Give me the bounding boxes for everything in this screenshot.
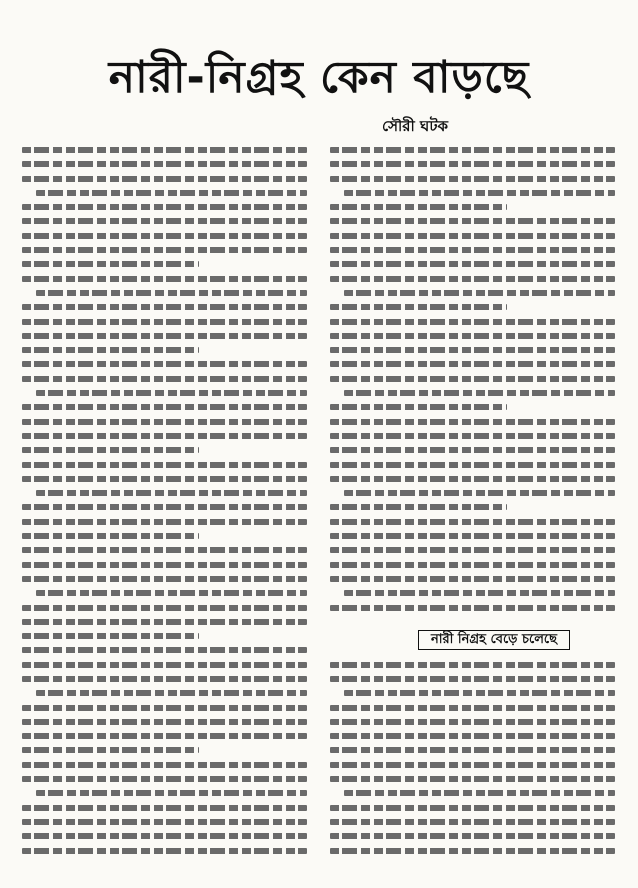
body-column-right xyxy=(330,147,615,867)
body-text-line xyxy=(330,547,615,553)
body-text-line xyxy=(344,690,615,696)
body-text-line xyxy=(22,376,307,382)
body-text-line xyxy=(22,547,307,553)
body-text-line xyxy=(330,176,615,182)
body-text-line xyxy=(22,233,307,239)
body-text-line xyxy=(330,776,615,782)
body-text-line xyxy=(22,347,199,353)
body-text-line xyxy=(22,562,307,568)
body-text-line xyxy=(22,762,307,768)
body-text-line xyxy=(22,433,307,439)
body-text-line xyxy=(22,304,307,310)
body-text-line xyxy=(22,176,307,182)
body-text-line xyxy=(344,790,615,796)
body-text-line xyxy=(22,705,307,711)
body-text-line xyxy=(330,319,615,325)
body-text-line xyxy=(22,404,307,410)
body-text-line xyxy=(330,747,615,753)
body-text-line xyxy=(22,161,307,167)
body-text-line xyxy=(22,319,307,325)
body-text-line xyxy=(330,833,615,839)
body-text-line xyxy=(36,490,307,496)
body-text-line xyxy=(330,519,615,525)
body-text-line xyxy=(22,519,307,525)
body-text-line xyxy=(330,562,615,568)
body-text-line xyxy=(22,218,307,224)
body-text-line xyxy=(330,361,615,367)
body-text-line xyxy=(330,762,615,768)
body-text-line xyxy=(22,733,307,739)
body-text-line xyxy=(330,147,615,153)
body-text-line xyxy=(22,419,307,425)
body-text-line xyxy=(36,590,307,596)
body-text-line xyxy=(330,504,507,510)
body-text-line xyxy=(22,747,199,753)
body-text-line xyxy=(330,447,615,453)
body-text-line xyxy=(22,662,307,668)
body-text-line xyxy=(330,376,615,382)
body-text-line xyxy=(36,190,307,196)
body-text-line xyxy=(330,733,615,739)
body-text-line xyxy=(22,147,307,153)
body-text-line xyxy=(22,276,307,282)
body-text-line xyxy=(22,676,307,682)
body-text-line xyxy=(22,805,307,811)
body-text-line xyxy=(22,776,307,782)
body-text-line xyxy=(22,533,199,539)
body-text-line xyxy=(330,161,615,167)
body-text-line xyxy=(22,476,307,482)
body-text-line xyxy=(330,719,615,725)
body-text-line xyxy=(330,404,507,410)
body-text-line xyxy=(22,848,307,854)
body-text-line xyxy=(22,462,307,468)
article-author: সৌরী ঘটক xyxy=(382,117,448,135)
body-text-line xyxy=(36,390,307,396)
body-text-line xyxy=(330,419,615,425)
body-text-line xyxy=(330,218,615,224)
body-text-line xyxy=(330,333,615,339)
body-column-left xyxy=(22,147,307,867)
body-text-line xyxy=(22,819,307,825)
body-text-line xyxy=(22,576,307,582)
body-text-line xyxy=(22,647,307,653)
body-text-line xyxy=(22,504,307,510)
body-text-line xyxy=(36,690,307,696)
body-text-line xyxy=(330,261,615,267)
body-text-line xyxy=(22,261,199,267)
body-text-line xyxy=(330,276,615,282)
body-text-line xyxy=(36,790,307,796)
body-text-line xyxy=(330,204,507,210)
body-text-line xyxy=(344,290,615,296)
article-title: নারী-নিগ্রহ কেন বাড়ছে xyxy=(108,52,530,103)
body-text-line xyxy=(330,462,615,468)
body-text-line xyxy=(22,833,307,839)
body-text-line xyxy=(344,490,615,496)
body-text-line xyxy=(330,662,615,668)
body-text-line xyxy=(330,848,615,854)
section-heading: নারী নিগ্রহ বেড়ে চলেছে xyxy=(418,630,570,650)
body-text-line xyxy=(330,476,615,482)
body-text-line xyxy=(22,619,307,625)
body-text-line xyxy=(330,233,615,239)
body-text-line xyxy=(344,590,615,596)
body-text-line xyxy=(330,676,615,682)
body-text-line xyxy=(330,533,615,539)
body-text-line xyxy=(22,447,199,453)
body-text-line xyxy=(330,347,615,353)
body-text-line xyxy=(22,361,307,367)
body-text-line xyxy=(330,705,615,711)
body-text-line xyxy=(330,605,615,611)
body-text-line xyxy=(22,247,307,253)
body-text-line xyxy=(22,633,199,639)
body-text-line xyxy=(330,304,507,310)
body-text-line xyxy=(22,204,307,210)
body-text-line xyxy=(330,805,615,811)
body-text-line xyxy=(330,433,615,439)
body-text-line xyxy=(330,576,615,582)
body-text-line xyxy=(344,190,615,196)
body-text-line xyxy=(22,605,307,611)
body-text-line xyxy=(330,819,615,825)
body-text-line xyxy=(330,247,615,253)
body-text-line xyxy=(22,719,307,725)
body-text-line xyxy=(36,290,307,296)
body-text-line xyxy=(22,333,307,339)
body-text-line xyxy=(344,390,615,396)
